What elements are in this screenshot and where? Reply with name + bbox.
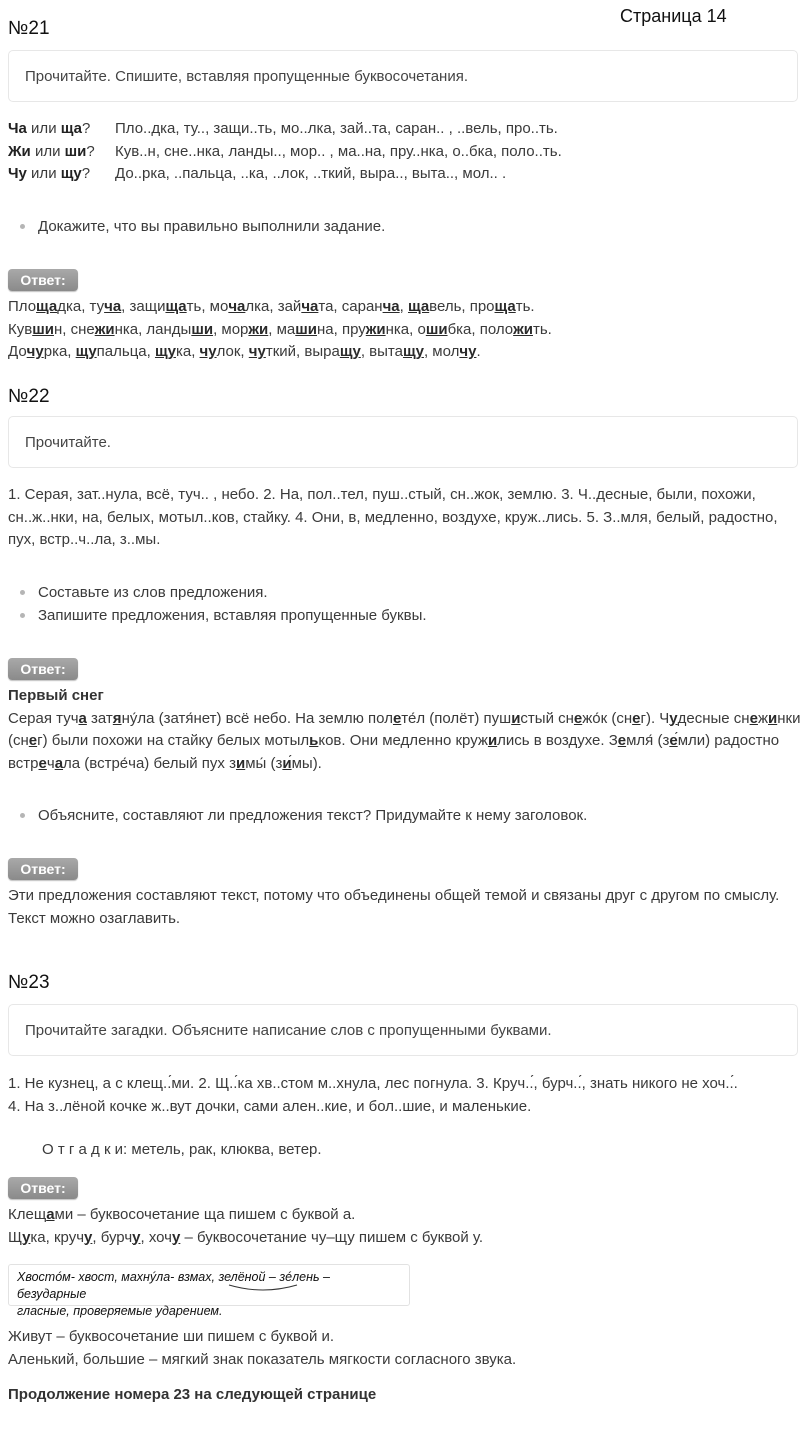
exercise-21-rows (8, 118, 802, 186)
exercise-23-riddles: 1. Не кузнец, а с клещ..́ми. 2. Щ..́ка хв..стом м..хнула, лес погнула. 3. Круч..́, бурч..́, знать никого не хоч..́. 4. На з..лёной кочке ж..вут дочки, сами ален..кие, и бол..шие, и маленькие. (8, 1075, 738, 1115)
bullet-list-21 (8, 215, 385, 238)
answer-23b: Живут – буквосочетание ши пишем с буквой и. Аленький, большие – мягкий знак показатель мягкости согласного звука. (8, 1328, 517, 1368)
bullet-item: Составьте из слов предложения. (8, 581, 427, 604)
exercise-number-23: №23 (8, 972, 50, 993)
answer-23: Клещами – буквосочетание ща пишем с буквой а. Щука, кручу, бурчу, хочу – буквосочетание чу–щу пишем с буквой у. (8, 1206, 484, 1246)
task-text-21: Прочитайте. Спишите, вставляя пропущенные буквосочетания. (25, 67, 468, 85)
riddle-answers: О т г а д к и: метель, рак, клюква, ветер. (42, 1141, 322, 1158)
task-box-21 (8, 50, 798, 102)
row-2: Жи или ши? Кув..н, сне..нка, ланды.., мор.. , ма..на, пру..нка, о..бка, поло..ть. (8, 142, 562, 160)
task-box-23 (8, 1004, 798, 1056)
task-box-22 (8, 416, 798, 468)
answer-badge: Ответ: (8, 658, 78, 680)
row-3: Чу или щу? До..рка, ..пальца, ..ка, ..лок, ..ткий, выра.., выта.., мол.. . (8, 165, 507, 182)
answer-badge: Ответ: (8, 858, 78, 880)
exercise-number-22: №22 (8, 386, 50, 407)
answer-badge: Ответ: (8, 269, 78, 291)
bullet-item: Докажите, что вы правильно выполнили задание. (8, 215, 385, 238)
answer-badge: Ответ: (8, 1177, 78, 1199)
exercise-22-sentences: 1. Серая, зат..нула, всё, туч.. , небо. 2. На, пол..тел, пуш..стый, сн..жок, землю. 3. Ч..десные, были, похожи, сн..ж..нки, на, белых, мотыл..ков, стайку. 4. Они, в, медленно, воздухе, круж..лись. 5. З..мля, белый, радостно, пух, встр..ч..ла, з..мы. (8, 486, 778, 548)
bullet-list-22 (8, 581, 427, 627)
answer-21: Площадка, туча, защищать, мочалка, зайчата, саранча, щавель, прощать. Кувшин, снежинка, ландыши, моржи, машина, пружинка, ошибка, положить. Дочурка, щупальца, щука, чулок, чуткий, выращу, вытащу, молчу. (8, 298, 552, 360)
row-1: Ча или ща? Пло..дка, ту.., защи..ть, мо..лка, зай..та, саран.. , ..вель, про..ть. (8, 120, 558, 137)
task-text-22: Прочитайте. (25, 433, 111, 451)
answer-22: Первый снег Серая туча затяну́ла (затя́нет) всё небо. На землю полете́л (полёт) пушистый снежо́к (снег). Чудесные снежинки (снег) были похожи на стайку белых мотыльков. Они медленно кружились в воздухе. Земля́ (зе́мли) радостно встречала (встре́ча) белый пух зимы́ (зи́мы). (8, 687, 801, 772)
bullet-list-22b (8, 804, 587, 827)
bullet-item: Объясните, составляют ли предложения текст? Придумайте к нему заголовок. (8, 804, 587, 827)
note-line-2: гласные, проверяемые ударением. (17, 1304, 223, 1318)
answer-title: Первый снег (8, 687, 104, 704)
note-line-1: Хвостóм- хвост, махнýла- взмах, зелёной – зéлень – безударные (17, 1270, 330, 1301)
exercise-number-21: №21 (8, 18, 50, 39)
page-number: Страница 14 (620, 6, 727, 26)
answer-22b: Эти предложения составляют текст, потому что объединены общей темой и связаны друг с другом по смыслу. Текст можно озаглавить. (8, 887, 780, 927)
task-text-23: Прочитайте загадки. Объясните написание слов с пропущенными буквами. (25, 1021, 552, 1039)
bullet-item: Запишите предложения, вставляя пропущенные буквы. (8, 604, 427, 627)
note-box (8, 1264, 410, 1318)
arc-mark-icon (227, 1283, 299, 1293)
continuation-note: Продолжение номера 23 на следующей странице (8, 1386, 377, 1403)
